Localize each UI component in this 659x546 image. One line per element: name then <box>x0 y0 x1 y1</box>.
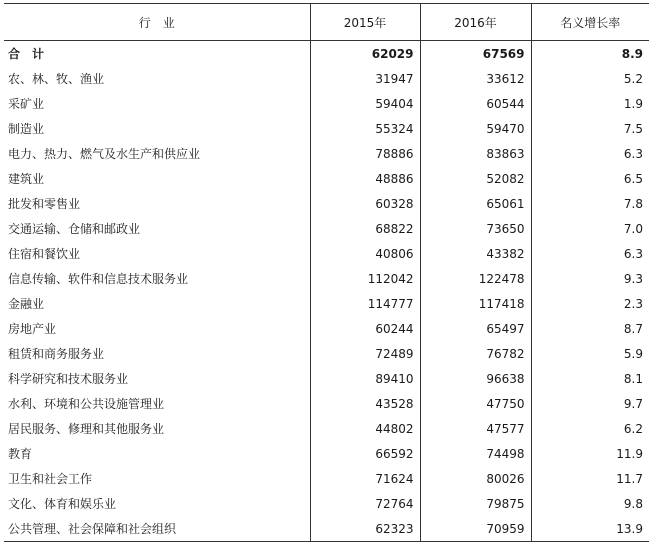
value-2016-cell: 79875 <box>420 491 531 516</box>
value-2016-cell: 47577 <box>420 416 531 441</box>
growth-rate-cell: 8.9 <box>531 41 649 67</box>
growth-rate-cell: 2.3 <box>531 291 649 316</box>
table-row <box>4 266 649 291</box>
table-row <box>4 291 649 316</box>
growth-rate-cell: 8.1 <box>531 366 649 391</box>
industry-cell: 居民服务、修理和其他服务业 <box>8 422 165 436</box>
value-2016-cell: 43382 <box>420 241 531 266</box>
table-row <box>4 341 649 366</box>
total-row <box>4 41 649 67</box>
value-2015-cell: 68822 <box>310 216 420 241</box>
industry-cell: 农、林、牧、渔业 <box>8 72 105 86</box>
growth-rate-cell: 6.3 <box>531 141 649 166</box>
growth-rate-cell: 11.9 <box>531 441 649 466</box>
value-2015-cell: 55324 <box>310 116 420 141</box>
value-2016-cell: 47750 <box>420 391 531 416</box>
value-2016-cell: 80026 <box>420 466 531 491</box>
value-2016-cell: 52082 <box>420 166 531 191</box>
value-2016-cell: 76782 <box>420 341 531 366</box>
growth-rate-cell: 1.9 <box>531 91 649 116</box>
value-2016-cell: 59470 <box>420 116 531 141</box>
growth-rate-cell: 7.5 <box>531 116 649 141</box>
industry-cell: 租赁和商务服务业 <box>8 347 105 361</box>
table-row <box>4 366 649 391</box>
header-industry: 行 业 <box>4 4 310 41</box>
value-2016-cell: 33612 <box>420 66 531 91</box>
header-growth: 名义增长率 <box>531 4 649 41</box>
value-2015-cell: 59404 <box>310 91 420 116</box>
table-row <box>4 516 649 542</box>
growth-rate-cell: 6.5 <box>531 166 649 191</box>
value-2015-cell: 44802 <box>310 416 420 441</box>
growth-rate-cell: 7.8 <box>531 191 649 216</box>
table-row <box>4 391 649 416</box>
value-2016-cell: 65061 <box>420 191 531 216</box>
industry-cell: 金融业 <box>8 297 45 311</box>
wage-table <box>4 3 649 542</box>
table-row <box>4 241 649 266</box>
value-2015-cell: 78886 <box>310 141 420 166</box>
header-2015: 2015年 <box>310 4 420 41</box>
value-2016-cell: 83863 <box>420 141 531 166</box>
value-2016-cell: 65497 <box>420 316 531 341</box>
industry-cell: 建筑业 <box>8 172 45 186</box>
growth-rate-cell: 9.8 <box>531 491 649 516</box>
industry-cell: 电力、热力、燃气及水生产和供应业 <box>8 147 201 161</box>
value-2016-cell: 96638 <box>420 366 531 391</box>
value-2015-cell: 72764 <box>310 491 420 516</box>
industry-cell: 卫生和社会工作 <box>8 472 93 486</box>
value-2015-cell: 43528 <box>310 391 420 416</box>
industry-cell: 公共管理、社会保障和社会组织 <box>4 516 310 542</box>
industry-cell: 教育 <box>8 447 33 461</box>
table-row <box>4 216 649 241</box>
table-row <box>4 141 649 166</box>
growth-rate-cell: 6.3 <box>531 241 649 266</box>
growth-rate-cell: 5.9 <box>531 341 649 366</box>
value-2015-cell: 31947 <box>310 66 420 91</box>
value-2016-cell: 67569 <box>420 41 531 67</box>
value-2015-cell: 60328 <box>310 191 420 216</box>
industry-cell: 批发和零售业 <box>8 197 81 211</box>
industry-cell: 采矿业 <box>8 97 45 111</box>
value-2015-cell: 60244 <box>310 316 420 341</box>
table-row <box>4 466 649 491</box>
growth-rate-cell: 9.3 <box>531 266 649 291</box>
value-2015-cell: 62323 <box>310 516 420 542</box>
table-body <box>4 41 649 542</box>
table-row <box>4 66 649 91</box>
industry-cell: 住宿和餐饮业 <box>8 247 81 261</box>
growth-rate-cell: 7.0 <box>531 216 649 241</box>
growth-rate-cell: 11.7 <box>531 466 649 491</box>
value-2015-cell: 72489 <box>310 341 420 366</box>
industry-cell: 制造业 <box>8 122 45 136</box>
table-row <box>4 191 649 216</box>
growth-rate-cell: 8.7 <box>531 316 649 341</box>
value-2016-cell: 60544 <box>420 91 531 116</box>
value-2015-cell: 114777 <box>310 291 420 316</box>
table-row <box>4 116 649 141</box>
industry-cell: 房地产业 <box>8 322 57 336</box>
table-row <box>4 316 649 341</box>
growth-rate-cell: 5.2 <box>531 66 649 91</box>
value-2016-cell: 73650 <box>420 216 531 241</box>
value-2016-cell: 117418 <box>420 291 531 316</box>
industry-cell: 水利、环境和公共设施管理业 <box>8 397 165 411</box>
value-2015-cell: 40806 <box>310 241 420 266</box>
value-2015-cell: 48886 <box>310 166 420 191</box>
industry-cell: 交通运输、仓储和邮政业 <box>8 222 141 236</box>
industry-cell: 信息传输、软件和信息技术服务业 <box>8 272 189 286</box>
value-2016-cell: 122478 <box>420 266 531 291</box>
value-2015-cell: 89410 <box>310 366 420 391</box>
table-row <box>4 91 649 116</box>
table-header <box>4 4 649 41</box>
table-row <box>4 166 649 191</box>
growth-rate-cell: 6.2 <box>531 416 649 441</box>
table-row <box>4 491 649 516</box>
header-2016: 2016年 <box>420 4 531 41</box>
value-2015-cell: 71624 <box>310 466 420 491</box>
table-row <box>4 441 649 466</box>
industry-cell: 科学研究和技术服务业 <box>8 372 129 386</box>
header-row <box>4 4 649 41</box>
industry-cell: 合 计 <box>8 47 45 61</box>
value-2015-cell: 62029 <box>310 41 420 67</box>
value-2015-cell: 66592 <box>310 441 420 466</box>
value-2015-cell: 112042 <box>310 266 420 291</box>
table-row <box>4 416 649 441</box>
growth-rate-cell: 13.9 <box>531 516 649 542</box>
value-2016-cell: 74498 <box>420 441 531 466</box>
growth-rate-cell: 9.7 <box>531 391 649 416</box>
industry-cell: 文化、体育和娱乐业 <box>8 497 117 511</box>
value-2016-cell: 70959 <box>420 516 531 542</box>
